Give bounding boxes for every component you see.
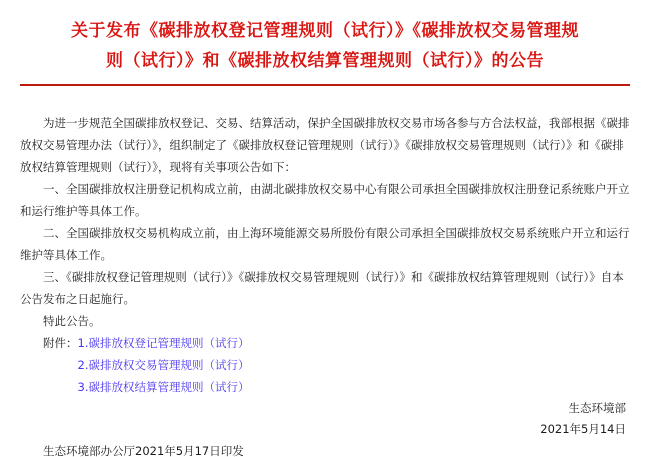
attachment-link-2[interactable]: 2.碳排放权交易管理规则（试行） [77,358,250,372]
title-divider [20,84,630,86]
attachments-block [43,332,630,398]
body-paragraph-item-1: 一、全国碳排放权注册登记机构成立前，由湖北碳排放权交易中心有限公司承担全国碳排放权注册登记系统账户开立和运行维护等具体工作。 [20,182,630,218]
page-title-line-1: 关于发布《碳排放权登记管理规则（试行）》《碳排放权交易管理规 [71,21,579,41]
attachment-link-3[interactable]: 3.碳排放权结算管理规则（试行） [77,380,250,394]
body-paragraph-intro: 为进一步规范全国碳排放权登记、交易、结算活动，保护全国碳排放权交易市场各参与方合法权益，我部根据《碳排放权交易管理办法（试行）》，组织制定了《碳排放权登记管理规则（试行）》《碳排放权交易管理规则（试行）》和《碳排放权结算管理规则（试行）》，现将有关事项公告如下： [20,116,630,174]
attachment-links [78,332,250,398]
attachment-link-1[interactable]: 1.碳排放权登记管理规则（试行） [77,336,250,350]
attachments-label: 附件： [43,336,78,350]
signature-org: 生态环境部 [568,401,626,415]
document-body [20,112,630,398]
signature-date: 2021年5月14日 [540,422,626,436]
imprint-line: 生态环境部办公厅2021年5月17日印发 [43,444,244,457]
page-title [20,16,630,76]
body-paragraph-item-2: 二、全国碳排放权交易机构成立前，由上海环境能源交易所股份有限公司承担全国碳排放权交易系统账户开立和运行维护等具体工作。 [20,226,630,262]
body-paragraph-item-3: 三、《碳排放权登记管理规则（试行）》《碳排放权交易管理规则（试行）》和《碳排放权结算管理规则（试行）》自本公告发布之日起施行。 [20,270,624,306]
body-paragraph-closing: 特此公告。 [43,314,101,328]
signature-block [20,398,630,440]
page-title-line-2: 则（试行）》和《碳排放权结算管理规则（试行）》的公告 [106,51,544,71]
